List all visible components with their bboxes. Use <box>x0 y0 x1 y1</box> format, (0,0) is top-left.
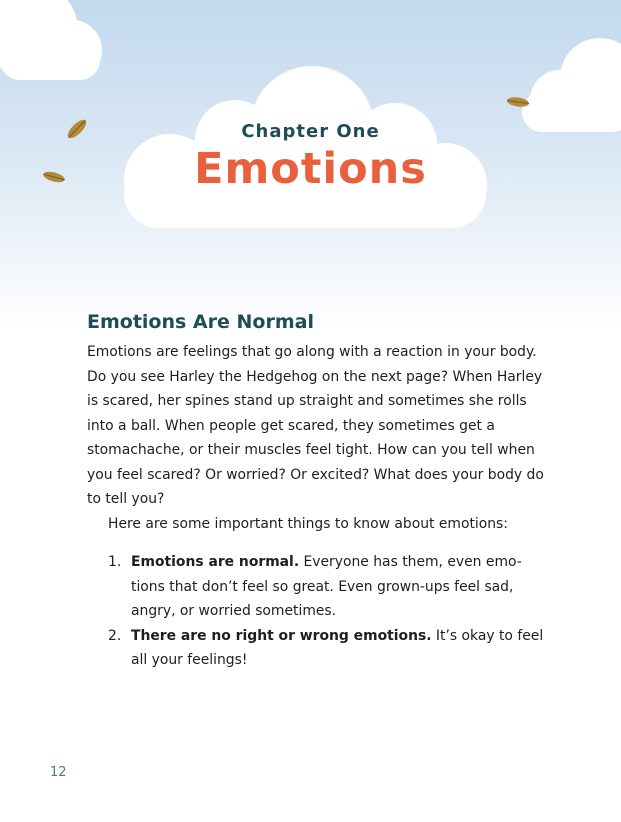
paragraph-intro: Emotions are feelings that go along with a reaction in your body. Do you see Harley the Hedgehog on the next page? When Harley is scared, her spines stand up straight and sometimes she rolls into a ball. When people get scared, they sometimes get a stomachache, or their muscles feel tight. How can you tell when you feel scared? Or worried? Or excited? What does your body do to tell you? <box>87 344 544 507</box>
list-item-text: Everyone has them, even emo-tions that don’t feel so great. Even grown-ups feel sad, angry, or worried sometimes. <box>131 554 522 619</box>
paragraph-lead-in: Here are some important things to know about emotions: <box>108 515 508 532</box>
cloud-right <box>522 38 621 132</box>
cloud-top-left <box>0 0 102 80</box>
list-item-number: 1. <box>108 554 122 570</box>
emotions-list <box>87 550 547 673</box>
list-item <box>87 624 547 673</box>
section-content <box>87 308 547 673</box>
page-number: 12 <box>50 765 67 780</box>
list-item-text: It’s okay to feel all your feelings! <box>131 627 544 668</box>
chapter-title: Emotions <box>194 144 427 194</box>
section-heading: Emotions Are Normal <box>87 311 314 333</box>
list-item-bold: Emotions are normal. <box>131 554 300 570</box>
list-item <box>87 550 547 624</box>
list-item-number: 2. <box>108 627 122 644</box>
chapter-label: Chapter One <box>241 121 380 142</box>
list-item-bold: There are no right or wrong emotions. <box>131 627 432 644</box>
